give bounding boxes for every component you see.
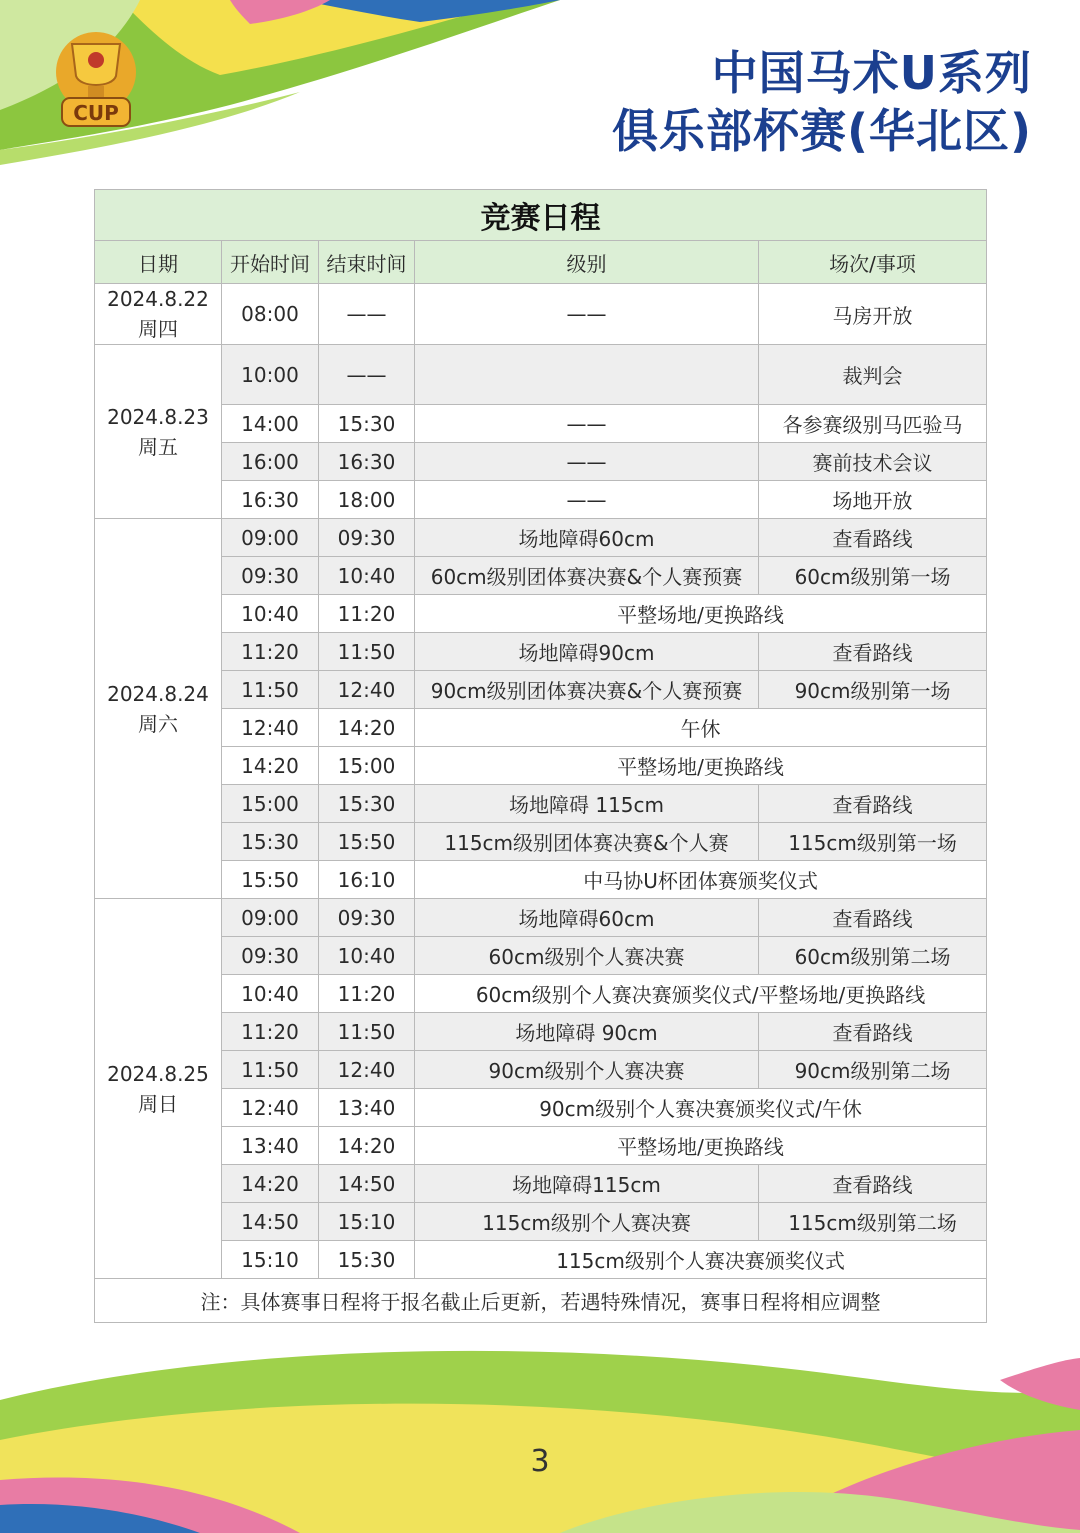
title-line-2: 俱乐部杯赛(华北区) <box>611 104 1032 158</box>
end-time-cell: 11:50 <box>319 1013 415 1051</box>
start-time-cell: 09:30 <box>222 557 319 595</box>
level-cell: 场地障碍 115cm <box>415 785 759 823</box>
column-header-start: 开始时间 <box>222 241 319 284</box>
event-item-cell: 马房开放 <box>759 284 987 345</box>
level-cell: 90cm级别个人赛决赛 <box>415 1051 759 1089</box>
end-time-cell: —— <box>319 345 415 405</box>
end-time-cell: 14:20 <box>319 709 415 747</box>
merged-event-cell: 60cm级别个人赛决赛颁奖仪式/平整场地/更换路线 <box>415 975 987 1013</box>
schedule-row <box>95 1165 987 1203</box>
schedule-row <box>95 557 987 595</box>
column-header-level: 级别 <box>415 241 759 284</box>
event-item-cell: 查看路线 <box>759 899 987 937</box>
event-item-cell: 90cm级别第一场 <box>759 671 987 709</box>
level-cell: 115cm级别个人赛决赛 <box>415 1203 759 1241</box>
level-cell: 115cm级别团体赛决赛&个人赛 <box>415 823 759 861</box>
logo-text: CUP <box>73 101 119 125</box>
start-time-cell: 14:00 <box>222 405 319 443</box>
start-time-cell: 16:30 <box>222 481 319 519</box>
level-cell: 60cm级别团体赛决赛&个人赛预赛 <box>415 557 759 595</box>
end-time-cell: 11:50 <box>319 633 415 671</box>
schedule-row <box>95 937 987 975</box>
schedule-row <box>95 671 987 709</box>
event-item-cell: 查看路线 <box>759 633 987 671</box>
end-time-cell: 09:30 <box>319 519 415 557</box>
start-time-cell: 09:00 <box>222 519 319 557</box>
start-time-cell: 09:00 <box>222 899 319 937</box>
event-item-cell: 115cm级别第一场 <box>759 823 987 861</box>
page-number: 3 <box>530 1444 550 1479</box>
end-time-cell: 15:30 <box>319 785 415 823</box>
merged-event-cell: 午休 <box>415 709 987 747</box>
schedule-row <box>95 975 987 1013</box>
schedule-row <box>95 899 987 937</box>
end-time-cell: 16:30 <box>319 443 415 481</box>
title-line-1: 中国马术U系列 <box>711 46 1032 100</box>
weekday-text: 周五 <box>138 434 178 459</box>
schedule-row <box>95 709 987 747</box>
end-time-cell: 11:20 <box>319 975 415 1013</box>
schedule-row <box>95 1051 987 1089</box>
schedule-row <box>95 785 987 823</box>
end-time-cell: 13:40 <box>319 1089 415 1127</box>
level-cell: —— <box>415 284 759 345</box>
start-time-cell: 12:40 <box>222 1089 319 1127</box>
level-cell: 场地障碍115cm <box>415 1165 759 1203</box>
start-time-cell: 12:40 <box>222 709 319 747</box>
end-time-cell: 16:10 <box>319 861 415 899</box>
start-time-cell: 15:00 <box>222 785 319 823</box>
start-time-cell: 10:40 <box>222 975 319 1013</box>
end-time-cell: 09:30 <box>319 899 415 937</box>
date-cell <box>95 345 222 519</box>
schedule-row <box>95 345 987 405</box>
start-time-cell: 15:10 <box>222 1241 319 1279</box>
event-item-cell: 场地开放 <box>759 481 987 519</box>
bottom-wave-decoration <box>0 1330 1080 1533</box>
start-time-cell: 11:20 <box>222 1013 319 1051</box>
end-time-cell: 11:20 <box>319 595 415 633</box>
event-item-cell: 90cm级别第二场 <box>759 1051 987 1089</box>
level-cell: 场地障碍60cm <box>415 899 759 937</box>
end-time-cell: 15:30 <box>319 1241 415 1279</box>
schedule-row <box>95 519 987 557</box>
cup-trophy-logo <box>42 26 150 134</box>
weekday-text: 周六 <box>138 711 178 736</box>
end-time-cell: 15:10 <box>319 1203 415 1241</box>
start-time-cell: 11:50 <box>222 671 319 709</box>
end-time-cell: 10:40 <box>319 557 415 595</box>
date-text: 2024.8.24 <box>107 681 209 706</box>
column-header-date: 日期 <box>95 241 222 284</box>
level-cell: 90cm级别团体赛决赛&个人赛预赛 <box>415 671 759 709</box>
level-cell: 60cm级别个人赛决赛 <box>415 937 759 975</box>
merged-event-cell: 平整场地/更换路线 <box>415 595 987 633</box>
end-time-cell: 10:40 <box>319 937 415 975</box>
event-item-cell: 查看路线 <box>759 785 987 823</box>
date-cell <box>95 519 222 899</box>
end-time-cell: 14:20 <box>319 1127 415 1165</box>
event-item-cell: 查看路线 <box>759 1013 987 1051</box>
schedule-caption: 竞赛日程 <box>95 190 987 241</box>
schedule-row <box>95 823 987 861</box>
date-cell <box>95 284 222 345</box>
merged-event-cell: 平整场地/更换路线 <box>415 1127 987 1165</box>
start-time-cell: 14:50 <box>222 1203 319 1241</box>
end-time-cell: 14:50 <box>319 1165 415 1203</box>
end-time-cell: 12:40 <box>319 671 415 709</box>
start-time-cell: 11:20 <box>222 633 319 671</box>
column-header-end: 结束时间 <box>319 241 415 284</box>
schedule-row <box>95 284 987 345</box>
event-item-cell: 查看路线 <box>759 1165 987 1203</box>
merged-event-cell: 平整场地/更换路线 <box>415 747 987 785</box>
schedule-row <box>95 633 987 671</box>
start-time-cell: 09:30 <box>222 937 319 975</box>
start-time-cell: 10:00 <box>222 345 319 405</box>
event-item-cell: 60cm级别第二场 <box>759 937 987 975</box>
event-item-cell: 各参赛级别马匹验马 <box>759 405 987 443</box>
schedule-row <box>95 595 987 633</box>
schedule-row <box>95 1013 987 1051</box>
event-item-cell: 115cm级别第二场 <box>759 1203 987 1241</box>
end-time-cell: 15:50 <box>319 823 415 861</box>
note-row <box>95 1279 987 1323</box>
level-cell: 场地障碍90cm <box>415 633 759 671</box>
start-time-cell: 08:00 <box>222 284 319 345</box>
weekday-text: 周日 <box>138 1091 178 1116</box>
date-text: 2024.8.25 <box>107 1061 209 1086</box>
start-time-cell: 11:50 <box>222 1051 319 1089</box>
schedule-note: 注：具体赛事日程将于报名截止后更新，若遇特殊情况，赛事日程将相应调整 <box>95 1279 987 1323</box>
start-time-cell: 15:50 <box>222 861 319 899</box>
start-time-cell: 14:20 <box>222 747 319 785</box>
schedule-row <box>95 1241 987 1279</box>
level-cell: —— <box>415 443 759 481</box>
schedule-row <box>95 443 987 481</box>
column-header-item: 场次/事项 <box>759 241 987 284</box>
level-cell: 场地障碍60cm <box>415 519 759 557</box>
schedule-row <box>95 861 987 899</box>
page-title <box>612 44 1032 160</box>
date-text: 2024.8.23 <box>107 404 209 429</box>
end-time-cell: 12:40 <box>319 1051 415 1089</box>
schedule-row <box>95 405 987 443</box>
schedule-row <box>95 1127 987 1165</box>
start-time-cell: 14:20 <box>222 1165 319 1203</box>
merged-event-cell: 中马协U杯团体赛颁奖仪式 <box>415 861 987 899</box>
merged-event-cell: 90cm级别个人赛决赛颁奖仪式/午休 <box>415 1089 987 1127</box>
start-time-cell: 16:00 <box>222 443 319 481</box>
event-item-cell: 查看路线 <box>759 519 987 557</box>
level-cell: —— <box>415 405 759 443</box>
end-time-cell: —— <box>319 284 415 345</box>
event-item-cell: 赛前技术会议 <box>759 443 987 481</box>
end-time-cell: 15:00 <box>319 747 415 785</box>
merged-event-cell: 115cm级别个人赛决赛颁奖仪式 <box>415 1241 987 1279</box>
level-cell <box>415 345 759 405</box>
event-item-cell: 60cm级别第一场 <box>759 557 987 595</box>
end-time-cell: 18:00 <box>319 481 415 519</box>
schedule-table <box>94 189 987 1323</box>
level-cell: 场地障碍 90cm <box>415 1013 759 1051</box>
schedule-row <box>95 747 987 785</box>
start-time-cell: 15:30 <box>222 823 319 861</box>
start-time-cell: 13:40 <box>222 1127 319 1165</box>
schedule-row <box>95 1203 987 1241</box>
date-text: 2024.8.22 <box>107 287 209 311</box>
schedule-row <box>95 481 987 519</box>
event-item-cell: 裁判会 <box>759 345 987 405</box>
date-cell <box>95 899 222 1279</box>
schedule-row <box>95 1089 987 1127</box>
start-time-cell: 10:40 <box>222 595 319 633</box>
level-cell: —— <box>415 481 759 519</box>
end-time-cell: 15:30 <box>319 405 415 443</box>
weekday-text: 周四 <box>138 317 178 341</box>
